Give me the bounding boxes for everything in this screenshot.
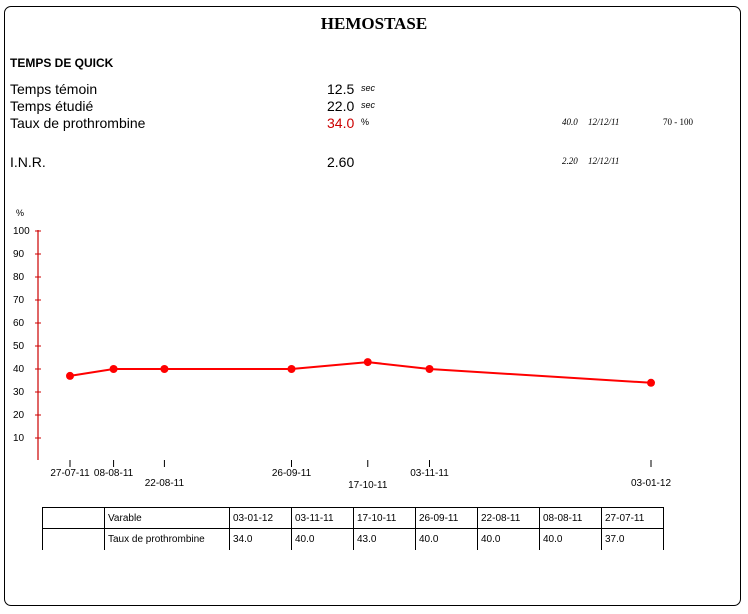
table-header-label: Varable (105, 508, 230, 529)
table-header-row (43, 508, 664, 529)
label-temps-etudie: Temps étudié (10, 98, 94, 114)
data-point (66, 372, 74, 380)
value-inr: 2.60 (327, 154, 355, 170)
x-tick-label: 03-01-12 (630, 478, 672, 489)
data-point (647, 379, 655, 387)
table-date-cell: 08-08-11 (540, 508, 602, 529)
report-title: HEMOSTASE (320, 14, 428, 33)
x-axis (50, 460, 671, 491)
data-point (364, 358, 372, 366)
table-value-cell: 40.0 (540, 529, 602, 550)
value-temps-etudie: 22.0 (327, 98, 355, 114)
section-title: TEMPS DE QUICK (10, 56, 114, 70)
table-value-cell: 40.0 (416, 529, 478, 550)
label-taux-prothrombine: Taux de prothrombine (10, 115, 146, 131)
table-date-cell: 27-07-11 (602, 508, 664, 529)
history-table (42, 507, 664, 550)
table-date-cell: 03-11-11 (292, 508, 354, 529)
data-point (160, 365, 168, 373)
x-tick-label: 26-09-11 (271, 468, 312, 479)
table-value-cell: 37.0 (602, 529, 664, 550)
table-row (43, 529, 664, 550)
y-tick-label: 80 (13, 272, 25, 283)
label-inr: I.N.R. (10, 154, 46, 170)
tp-normal-range: 70 - 100 (663, 117, 693, 127)
previous-tp-date: 12/12/11 (588, 117, 620, 127)
x-tick-label: 17-10-11 (348, 480, 388, 491)
y-tick-label: 20 (13, 410, 25, 421)
data-point (425, 365, 433, 373)
table-date-cell: 26-09-11 (416, 508, 478, 529)
unit-taux-prothrombine: % (361, 117, 370, 127)
previous-inr-value: 2.20 (562, 156, 578, 166)
table-value-cell: 40.0 (292, 529, 354, 550)
unit-temps-etudie: sec (361, 100, 376, 110)
data-point (288, 365, 296, 373)
previous-tp-value: 40.0 (562, 117, 578, 127)
y-axis-label: % (15, 208, 25, 218)
series-taux-prothrombine (66, 358, 655, 387)
table-corner-cell (43, 508, 105, 529)
y-tick-label: 90 (13, 249, 25, 260)
table-value-cell: 40.0 (478, 529, 540, 550)
y-tick-label: 50 (13, 341, 25, 352)
table-date-cell: 17-10-11 (354, 508, 416, 529)
table-date-cell: 03-01-12 (230, 508, 292, 529)
x-tick-label: 22-08-11 (144, 478, 185, 489)
label-temps-temoin: Temps témoin (10, 81, 98, 97)
x-tick-label: 27-07-11 (50, 468, 90, 479)
data-point (110, 365, 118, 373)
y-tick-label: 70 (13, 295, 25, 306)
y-axis (13, 208, 41, 460)
table-value-cell: 43.0 (354, 529, 416, 550)
y-tick-label: 10 (13, 433, 25, 444)
y-tick-label: 60 (13, 318, 25, 329)
table-date-cell: 22-08-11 (478, 508, 540, 529)
x-tick-label: 08-08-11 (93, 468, 134, 479)
previous-inr-date: 12/12/11 (588, 156, 620, 166)
y-tick-label: 40 (13, 364, 25, 375)
unit-temps-temoin: sec (361, 83, 376, 93)
value-taux-prothrombine: 34.0 (327, 115, 355, 131)
y-tick-label: 30 (13, 387, 25, 398)
table-row-label: Taux de prothrombine (105, 529, 230, 550)
series-line (70, 362, 651, 383)
y-tick-label: 100 (13, 226, 30, 237)
x-tick-label: 03-11-11 (410, 468, 449, 479)
table-value-cell: 34.0 (230, 529, 292, 550)
table-row-blank (43, 529, 105, 550)
value-temps-temoin: 12.5 (327, 81, 355, 97)
